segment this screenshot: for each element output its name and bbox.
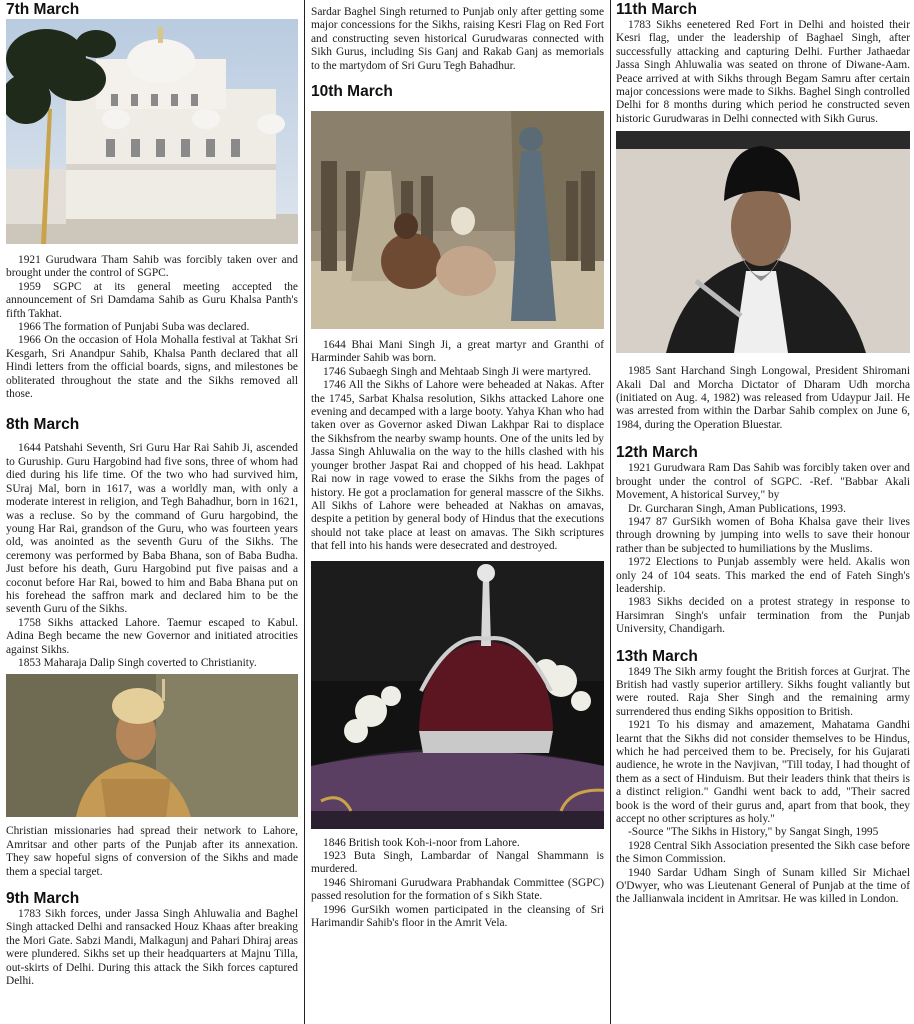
heading-12th-march: 12th March (616, 444, 698, 462)
event-10-1946: 1946 Shiromani Gurudwara Prabhandak Committee (SGPC) passed resolution for the formation of s Sikh State. (311, 876, 604, 903)
dalip-singh-portrait (6, 674, 298, 817)
event-8-1853: 1853 Maharaja Dalip Singh coverted to Christianity. (18, 656, 257, 669)
martyr-painting (311, 111, 604, 329)
event-10-1846: 1846 British took Koh-i-noor from Lahore. (323, 836, 520, 849)
event-7-1966a: 1966 The formation of Punjabi Suba was declared. (18, 321, 250, 334)
event-9-continued: Sardar Baghel Singh returned to Punjab only after getting some major concessions for the Sikhs, raising Kesri Flag on Red Fort and constructing seven historical Gurudwaras connected with Sikh Gurus, including Sis Ganj and Rakab Ganj as memorials to the martydom of Sri Guru Tegh Bahadhur. (311, 6, 604, 72)
event-8-1758: 1758 Sikhs attacked Lahore. Taemur escaped to Kabul. Adina Begh became the new Governor and initiated atrocities against Sikhs. (6, 616, 298, 656)
heading-13th-march: 13th March (616, 647, 698, 665)
event-11-1783: 1783 Sikhs eenetered Red Fort in Delhi and hoisted their Kesri flag, under the leadership of Baghael Singh, after successfully attacking and capturing Delhi. Further Jathaedar Jassa Singh Ahluwalia was seated on throne of Diwane-Aam. Peace arrived at with Sikhs through Begam Samru after certain major concessions were made to Sikhs. Baghel Singh controlled Delhi for 8 months during which period he constructed seven historic Gurudwaras in Delhi connected with Sikh Gurus. (616, 19, 910, 125)
column-1 (6, 0, 298, 1024)
event-9-1783: 1783 Sikh forces, under Jassa Singh Ahluwalia and Baghel Singh attacked Delhi and ransacked Houz Khaas after breaking the Mori Gate. Sabzi Mandi, Malkagunj and Pahari Dhiraj areas were plundered. Sikhs set up their headquarters at Majnu Tilla, out-skirts of Delhi. During this attack the Sikh forces captured Delhi. (6, 908, 298, 988)
event-8-missionaries: Christian missionaries had spread their network to Lahore, Amritsar and other parts of the Punjab after its annexation. They saw hopeful signs of conversion of the Sikhs and made them a special target. (6, 825, 298, 878)
event-13-1921: 1921 To his dismay and amazement, Mahatama Gandhi learnt that the Sikhs did not consider themselves to be Hindus, which he had perceived them to be. Precisely, for his Gujarati audience, he wrote in the Navjivan, "Till today, I had thought of them as a sect of Hinduism. But their leaders think that theirs is a distinct religion." Gandhi went back to add, "Their sacred book is the word of their gurus and, apart from that book, they accept no other scriptures as holy." (616, 719, 910, 826)
event-11-1985: 1985 Sant Harchand Singh Longowal, President Shiromani Akali Dal and Morcha Dictator of Dharam Udh morcha (initiated on Aug. 4, 1982) was released from Udaypur Jail. He was arrested from within the Darbar Sahib complex on June 6, 1984, during the Operation Bluestar. (616, 365, 910, 431)
column-2 (311, 0, 604, 1024)
column-3 (616, 0, 910, 1024)
event-8-1644: 1644 Patshahi Seventh, Sri Guru Har Rai Sahib Ji, ascended to Guruship. Guru Hargobind had five sons, three of whom had died during his life time. Of the two who had survived him, SUraj Mal, born in 1617, was a worldly man, with only a moderate interest in religion, and Tegh Bahadhur, born in 1621, was a recluse. So by the command of Guru hargobind, the young Har Rai, grandson of the Guru, who was fourteen years old, was anointed as the seventh Guru of the Sikhs. The ceremony was performed by Baba Bhana, son of Baba Budha. Just before his death, Guru Hargobind put five paisas and a coconut before Har Rai, bowed to him and Baba Bhana put on his forehead the saffron mark and declared him to be the seventh Guru of the Sikhs. (6, 442, 298, 616)
event-12-1947: 1947 87 GurSikh women of Boha Khalsa gave their lives through drowning by jumping into wells to save their honour rather than be subjected to humiliations by the Muslims. (616, 515, 910, 555)
event-13-1849: 1849 The Sikh army fought the British forces at Gurjrat. The British had vastly superior artillery. Sikhs fought valiantly but were routed. Raja Sher Singh and the remaining army surrendered thus ending Sikhs opposition to British. (616, 665, 910, 718)
heading-7th-march: 7th March (6, 1, 80, 18)
event-12-1983: 1983 Sikhs decided on a protest strategy in response to Harsimran Singh's unfair termination from the Punjab University, Chandigarh. (616, 596, 910, 636)
heading-8th-march: 8th March (6, 416, 80, 434)
event-12-1972: 1972 Elections to Punjab assembly were held. Akalis won only 24 of 104 seats. This marked the end of Fateh Singh's leadership. (616, 556, 910, 595)
event-10-1923: 1923 Buta Singh, Lambardar of Nangal Shammann is murdered. (311, 849, 604, 876)
heading-11th-march: 11th March (616, 1, 697, 18)
event-10-1746b: 1746 All the Sikhs of Lahore were beheaded at Nakas. After the 1745, Sarbat Khalsa resolution, Sikhs attacked Lahore one evening and decamped with a large booty. Yahya Khan who had taken over as Governor asked Diwan Lakhpar Rai to displace the Sikhsfrom the nearby swamp hounts. One of the units led by Jassa Singh Ahluwalia on the way to the hills clashed with his younger brother Jaspat Rai and chopped of his head. Lakhpat Rai now in rage vowed to erase the Sikhs from the pages of history. He got a proclamation for general masscre of the Sikhs. All Sikhs of Lahore were beheaded at Nakhas on amavas, despite a petition by general body of Hindus that the executions should not take place at least on amavas. The Sikh scriptures that fell into his hands were desecrated and destroyed. (311, 379, 604, 553)
koh-i-noor-crown-photo (311, 561, 604, 829)
event-12-1921: 1921 Gurudwara Ram Das Sahib was forcibly taken over and brought under the control of SGPC. -Ref. "Babbar Akali Movement, A historical Survey," by (616, 462, 910, 502)
event-7-1966b: 1966 On the occasion of Hola Mohalla festival at Takhat Sri Kesgarh, Sri Anandpur Sahib, Khalsa Panth declared that all Hindi letters from the official boards, signs, and milestones be obliterated throughout the state and the Sikhs removed all those. (6, 334, 298, 401)
event-12-ref: Dr. Gurcharan Singh, Aman Publications, 1993. (628, 502, 846, 515)
event-7-1921: 1921 Gurudwara Tham Sahib was forcibly taken over and brought under the control of SGPC. (6, 254, 298, 280)
column-rule-2 (610, 0, 611, 1024)
event-13-1928: 1928 Central Sikh Association presented the Sikh case before the Simon Commission. (616, 839, 910, 866)
heading-9th-march: 9th March (6, 890, 80, 907)
event-10-1644: 1644 Bhai Mani Singh Ji, a great martyr and Granthi of Harminder Sahib was born. (311, 339, 604, 365)
column-rule-1 (304, 0, 305, 1024)
longowal-portrait (616, 131, 910, 353)
event-7-1959: 1959 SGPC at its general meeting accepted the announcement of Sri Damdama Sahib as Guru Khalsa Panth's fifth Takhat. (6, 280, 298, 320)
event-13-source: -Source "The Sikhs in History," by Sangat Singh, 1995 (628, 826, 879, 839)
gurudwara-photo (6, 19, 298, 244)
event-10-1746a: 1746 Subaegh Singh and Mehtaab Singh Ji were martyred. (323, 365, 591, 378)
heading-10th-march: 10th March (311, 83, 393, 101)
event-10-1996: 1996 GurSikh women participated in the cleansing of Sri Harimandir Sahib's floor in the Amrit Vela. (311, 903, 604, 929)
event-13-1940: 1940 Sardar Udham Singh of Sunam killed Sir Michael O'Dwyer, who was Lieutenant General of Punjab at the time of the Jallianwala incident in Amritsar. He was killed in London. (616, 866, 910, 906)
